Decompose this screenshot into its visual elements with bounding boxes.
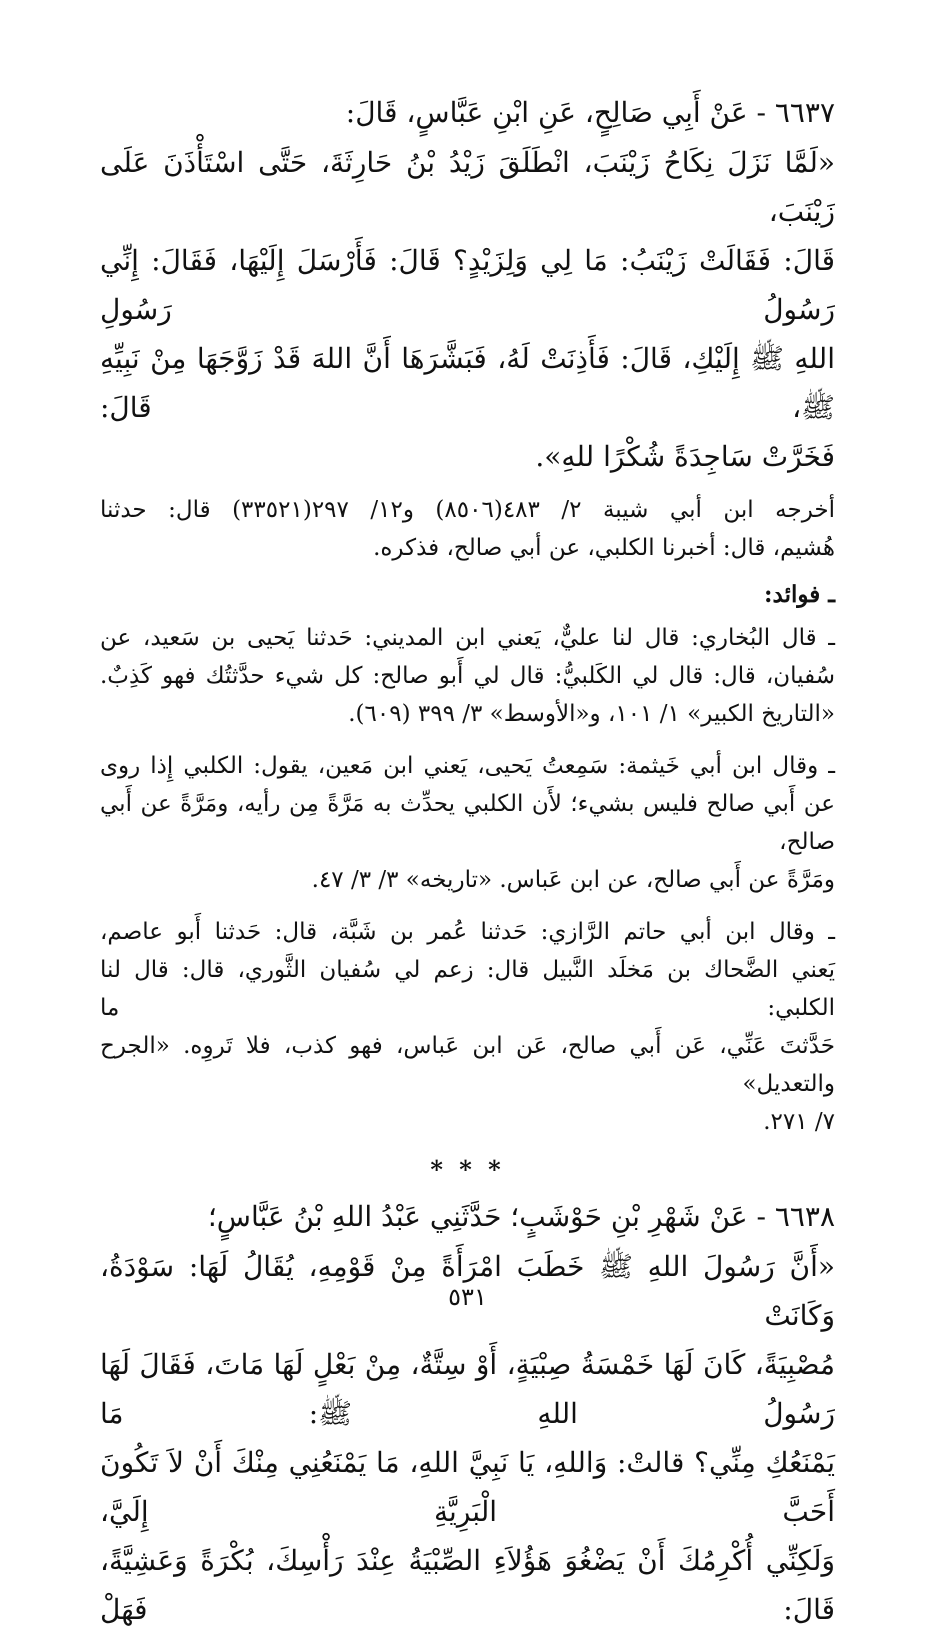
note-line: «التاريخ الكبير» ١/ ١٠١، و«الأوسط» ٣/ ٣٩٩ (٦٠٩). [348, 701, 835, 727]
hadith-6637-text [100, 138, 835, 481]
section-separator: * * * [430, 1155, 505, 1184]
hadith-line: «أَنَّ رَسُولَ اللهِ ﷺ خَطَبَ امْرَأَةً مِنْ قَوْمِهِ، يُقَالُ لَهَا: سَوْدَةُ، وَكَانَتْ [100, 1250, 835, 1332]
hadith-line: اللهِ ﷺ إِلَيْكِ، قَالَ: فَأَذِنَتْ لَهُ، فَبَشَّرَهَا أَنَّ اللهَ قَدْ زَوَّجَهَا مِنْ نَبِيِّهِ ﷺ، قَالَ: [100, 342, 835, 424]
fawaid-section [100, 575, 835, 1141]
hadith-line: «لَمَّا نَزَلَ نِكَاحُ زَيْنَبَ، انْطَلَقَ زَيْدُ بْنُ حَارِثَةَ، حَتَّى اسْتَأْذَنَ عَلَى زَيْنَبَ، [100, 146, 835, 228]
note-line: ـ وقال ابن أبي خَيثمة: سَمِعتُ يَحيى، يَعني ابن مَعين، يقول: الكلبي إِذا روى [100, 753, 835, 779]
fawaid-title: ـ فوائد: [764, 581, 835, 608]
hadith-line: قَالَ: فَقَالَتْ زَيْنَبُ: مَا لِي وَلِزَيْدٍ؟ قَالَ: فَأَرْسَلَ إِلَيْهَا، فَقَالَ: إِنِّي رَسُولُ رَسُولِ [100, 244, 835, 326]
fawaid-note-bukhari [100, 619, 835, 733]
fawaid-note-ibn-abi-khaythama [100, 747, 835, 899]
note-line: ـ وقال ابن أبي حاتم الرَّازي: حَدثنا عُمر بن شَبَّة، قال: حَدثنا أَبو عاصم، [100, 919, 835, 945]
page-number: ٥٣١ [448, 1283, 487, 1311]
hadith-6637 [100, 88, 835, 567]
hadith-line: يَمْنَعُكِ مِنِّي؟ قالتْ: وَاللهِ، يَا نَبِيَّ اللهِ، مَا يَمْنَعُنِي مِنْكَ أَنْ لاَ تَكُونَ أَحَبَّ الْبَرِيَّةِ إِلَيَّ، [100, 1446, 835, 1528]
takhrij-line: هُشيم، قال: أخبرنا الكلبي، عن أبي صالح، فذكره. [373, 535, 835, 561]
note-line: ومَرَّةً عن أَبي صالح، عن ابن عَباس. «تاريخه» ٣/ ٣/ ٤٧. [311, 867, 835, 893]
hadith-line: فَخَرَّتْ سَاجِدَةً شُكْرًا للهِ». [535, 440, 835, 473]
hadith-6638-head: ٦٦٣٨ - عَنْ شَهْرِ بْنِ حَوْشَبٍ؛ حَدَّثَنِي عَبْدُ اللهِ بْنُ عَبَّاسٍ؛ [207, 1200, 835, 1233]
note-line: ٧/ ٢٧١. [763, 1109, 835, 1135]
hadith-line: وَلَكِنِّي أُكْرِمُكَ أَنْ يَضْغُوَ هَؤُلاَءِ الصِّبْيَةُ عِنْدَ رَأْسِكَ، بُكْرَةً وَعَشِيَّةً، قَالَ: فَهَلْ [100, 1544, 835, 1626]
fawaid-note-ibn-abi-hatim [100, 913, 835, 1141]
note-line: يَعني الضَّحاك بن مَخلَد النَّبيل قال: زعم لي سُفيان الثَّوري، قال: قال لنا الكلبي: ما [100, 957, 835, 1021]
takhrij-line: أخرجه ابن أبي شيبة ٢/ ٤٨٣(٨٥٠٦) و١٢/ ٢٩٧(٣٣٥٢١) قال: حدثنا [100, 497, 835, 523]
note-line: سُفيان، قال: قال لي الكَلبيُّ: قال لي أَبو صالح: كل شيء حدَّثتُك فهو كَذِبٌ. [100, 663, 835, 689]
note-line: حَدَّثتَ عَنِّي، عَن أَبي صالح، عَن ابن عَباس، فهو كذب، فلا تَروِه. «الجرح والتعديل» [100, 1033, 835, 1097]
note-line: عن أَبي صالح فليس بشيء؛ لأَن الكلبي يحدِّث به مَرَّةً مِن رأيه، ومَرَّةً عن أَبي صالح، [100, 791, 835, 855]
hadith-6637-head: ٦٦٣٧ - عَنْ أَبِي صَالِحٍ، عَنِ ابْنِ عَبَّاسٍ، قَالَ: [345, 96, 835, 129]
hadith-6638 [100, 1192, 835, 1634]
hadith-6637-takhrij [100, 491, 835, 567]
hadith-line: مُصْبِيَةً، كَانَ لَهَا خَمْسَةُ صِبْيَةٍ، أَوْ سِتَّةٌ، مِنْ بَعْلٍ لَهَا مَاتَ، فَقَالَ لَهَا رَسُولُ اللهِ ﷺ: مَا [100, 1348, 835, 1430]
page-content [100, 88, 835, 1644]
note-line: ـ قال البُخاري: قال لنا عليٌّ، يَعني ابن المديني: حَدثنا يَحيى بن سَعيد، عن [100, 625, 835, 651]
